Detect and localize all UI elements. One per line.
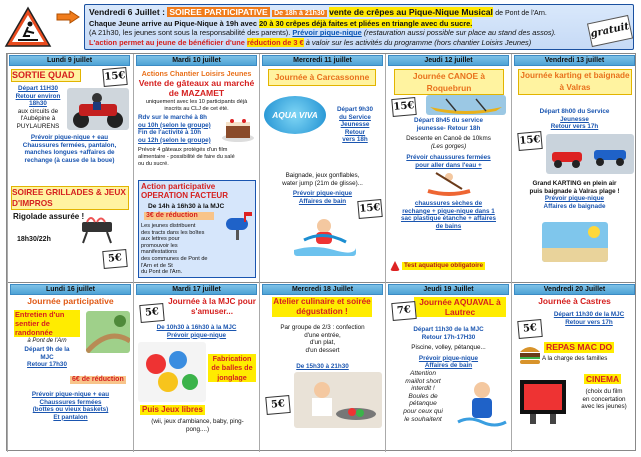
detail-line: Retour 17h-17H30 [421,333,476,341]
aqua-viva-logo-text: AQUA VIVA [272,109,318,120]
description-line: des communes de Pont de l'Arn et de St [141,255,208,269]
requirement-line: Et pantalon [53,413,88,421]
activity-description [572,388,636,411]
banner-place: de Pont de l'Arn. [495,10,547,17]
warning-line: le souhaitent [404,415,442,423]
detail-line: aux circuits de [17,107,59,115]
requirement-line: sac plastique étanche + affaires [400,215,497,223]
detail-line: Départ 9h30 [336,106,374,113]
description-line: Prévoir pique-nique [544,195,605,203]
description-line: Affaires de bain [298,197,347,205]
warning-line: pétanque [409,400,437,408]
detail-line: 18h30 [29,100,47,108]
description-line: du Pont de l'Arn. [141,269,183,276]
activity-warning [390,370,456,423]
description-line: Par groupe de 2/3 : confection [280,324,365,331]
warning-line: interdit ! [411,385,435,393]
description-line: d'un plat, [309,339,336,347]
schedule-line: MJC [40,353,54,361]
price-tag: 7€ [391,301,416,321]
schedule-line: Fin de l'activité à 10h [138,129,202,137]
schedule-line: Retour 17h30 [27,361,67,369]
roadwork-sign-icon [4,6,52,50]
detail-line: Jeunesse [560,115,589,123]
description-line: promouvoir les [141,242,178,249]
day-header: Mardi 17 juillet [136,284,257,295]
burger-icon [518,342,542,368]
banner [2,2,639,52]
detail-line: PUYLAURENS [16,122,60,130]
activity-title: Journée à la MJC pour s'amuser... [168,297,256,316]
description-line: puis baignade à Valras plage ! [529,187,620,195]
price-tag-2: 5€ [102,249,127,269]
requirement-line: chaussures sèches de [414,200,483,207]
description-line: avec les jeunes) [581,403,627,411]
activity-schedule [136,324,257,339]
requirement-line: rechange + pique-nique dans 1 [402,207,495,215]
activity-time: De 15h30 à 21h30 [296,363,349,370]
activity-title: Journée CANOE à Roquebrun [394,69,504,95]
banner-line-4 [89,38,629,47]
detail-line: Retour [344,128,366,136]
requirement-line: (bottes ou vieux baskets) [32,406,109,414]
activity-title-2: Puis Jeux libres [142,405,203,414]
banner-headline [89,7,629,19]
banner-line-3c: (restauration aussi possible sur place au stand des assos). [363,28,557,38]
gratuit-sticker: gratuit [587,15,633,47]
banner-time: De 18h à 21h30 [274,10,325,17]
column-wednesday-week2 [259,54,385,452]
activity-title: Actions Chantier Loisirs Jeunes [141,69,252,78]
price-tag: 5€ [517,319,542,339]
requirement-line: rechange (à cause de la boue) [24,156,115,164]
instruction-line: alimentaire - possibilité de faire du salé [138,153,235,160]
detail-line: Affaires de bain [424,362,473,370]
description-line: (wii, jeux d'ambiance, baby, ping- [151,418,244,425]
note-line: uniquement avec les 10 participants déjà [145,99,248,105]
detail-line: Départ 8h00 du Service [539,108,610,115]
detail-line: Piscine, volley, pétanque... [411,344,486,352]
banner-date: Vendredi 6 Juillet : [89,7,165,17]
aquatic-test-note: Test aquatique obligatoire [404,262,484,269]
price-tag: 15€ [391,97,416,117]
requirement-line: Prévoir pique-nique + eau [30,134,109,141]
column-friday-week2 [511,54,637,452]
day-header: Vendredi 13 juillet [514,55,635,66]
banner-line-4b: réduction de 3 € [246,37,304,47]
description-line: Baignade, jeux gonflables, [285,172,360,179]
activity-subtitle: A la charge des familles [542,355,608,362]
detail-line: Jeunesse [340,121,370,129]
instruction-line: ou du sucré. [138,160,169,167]
banner-line-4a: L'action permet au jeune de bénéficier d'une [89,37,245,47]
schedule-line: De 10h30 à 16h30 à la MJC [156,324,237,331]
schedule-line: Retour vers 17h [565,318,613,326]
description-line: water jump (21m de glisse)... [282,179,363,187]
banner-line-2a: Chaque Jeune arrive au Pique-Nique à 19h avec [89,19,257,28]
activity-title-2: Action participative OPERATION FACTEUR [141,182,228,201]
activity-details [388,326,509,370]
highlight-line: Entretien d'un [15,310,65,319]
activity-title-text: SORTIE QUAD [12,70,75,80]
swimmer-image [456,376,508,428]
activity-subtitle: Rigolade assurée ! [13,212,85,221]
activity-title: Journée karting et baignade à Valras [518,69,632,95]
requirement-line: de bains [435,222,462,230]
description-line: Affaires de baignade [543,202,606,210]
detail-line: Retour environ [15,92,61,100]
day-header: Jeudi 12 juillet [388,55,509,66]
description-line: des tracts dans les boîtes [141,229,205,236]
arrow-right-icon [56,10,80,24]
activity-description [262,324,383,354]
day-header: Mercredi 18 Juillet [262,284,383,295]
description-line: d'une entrée, [304,331,341,339]
banner-line-4c: à valoir sur les activités du programme (hors chantier Loisirs Jeunes) [305,37,532,47]
day-header: Mercredi 11 juillet [262,55,383,66]
activity-requirements [10,391,131,421]
activity-highlight [14,310,80,337]
activity-title: Journée participative [27,296,114,306]
price-tag: 15€ [102,67,127,87]
detail-line: Prévoir chaussures fermées [406,154,491,162]
detail-line: Descente en Canoë de 10kms [406,135,491,143]
cooking-image [294,372,382,428]
activity-time: De 14h à 16h30 à la MJC [148,203,225,210]
description-line: aux lettres pour [141,236,180,243]
banner-line-3 [89,28,629,37]
detail-line: vers 18h [342,136,368,144]
schedule-line: Départ 11h30 de la MJC [553,311,625,318]
instruction-line: Prévoir 4 gâteaux protégés d'un film [138,147,228,153]
activity-title-2-text: SOIREE GRILLADES & JEUX D'IMPROS [12,187,126,208]
requirement-line: Prévoir pique-nique + eau [31,391,110,398]
day-header: Mardi 10 juillet [136,55,257,66]
description-line: manifestations [141,249,178,256]
reduction-badge: 6€ de réduction [72,376,124,383]
detail-line: jeunesse- Retour 18h [416,124,481,132]
description-line: Grand KARTING en plein air [532,180,617,187]
description-line: d'un dessert [305,346,340,354]
detail-line: (Les gorges) [430,142,467,150]
description-line: en concertation [582,395,626,403]
requirement-line: manches longues +affaires de [24,149,115,157]
activity-title-3: CINEMA [586,374,620,384]
activity-schedule [542,311,636,326]
detail-line: du Service [339,113,371,121]
weekly-grid [6,53,636,451]
price-tag: 15€ [357,199,382,219]
schedule-line: ou 12h (selon le groupe) [138,136,211,144]
activity-title: Atelier culinaire et soirée dégustation ! [273,297,371,316]
requirement-line: Chaussures fermées [39,398,102,406]
highlight-line: randonnée [15,328,53,337]
column-thursday-week2 [385,54,511,452]
reduction-badge: 3€ de réduction [144,212,214,220]
description-line: Prévoir pique-nique [292,190,353,198]
hiking-trail-image [86,311,130,353]
note-line: inscrits au CLJ de cet été. [164,105,229,112]
detail-line: Départ 11h30 de la MJC [413,326,484,333]
price-tag: 5€ [139,303,164,323]
banner-line-2b: 20 à 30 crêpes déjà faites et pliées en triangle avec du sucre. [259,19,473,28]
requirement-line: Chaussures fermées, pantalon, [22,141,117,149]
activity-title-2: REPAS MAC DO [546,342,613,352]
warning-line: Boules de [408,392,438,400]
detail-line: pour aller dans l'eau + [415,161,482,169]
detail-line: l'Aubépine à [20,115,56,123]
column-tuesday-week2 [133,54,259,452]
cinema-image [516,374,570,426]
banner-line-3a: (A 21h30, les jeunes sont sous la responsabilité des parents). [89,28,291,38]
price-tag: 15€ [517,131,542,151]
detail-line: Retour vers 17h [550,123,599,131]
schedule-line: Rdv sur le marché à 8h [138,114,207,121]
day-header: Lundi 9 juillet [9,55,130,66]
activity-schedule [12,346,82,369]
detail-line: Départ 11H30 [18,85,58,92]
detail-line: Départ 8h45 du service [414,117,483,124]
banner-line-2 [89,19,629,28]
column-monday-week2 [7,54,133,452]
activity-place: à Pont de l'Arn [27,338,67,344]
activity-title: Journée AQUAVAL à Lautrec [414,297,506,317]
description-line: pong....) [185,425,210,433]
day-header: Vendredi 20 Juillet [514,284,635,295]
banner-line-3b: Prévoir pique-nique [292,28,362,38]
description-line: Les jeunes distribuent [141,223,196,229]
banner-sale: vente de crêpes au Pique-Nique Musical [329,7,493,17]
day-header: Lundi 16 juillet [10,284,131,295]
activity-title: Journée à Carcassonne [268,69,376,86]
schedule-line: Départ 9h de la [24,346,70,353]
activity-time: 18h30/22h [17,236,51,243]
warning-line: maillot short [405,377,441,385]
price-tag: 5€ [265,395,290,415]
juggling-balls-image [138,342,206,402]
schedule-line: ou 10h (selon le groupe) [138,121,211,129]
activity-highlight: Fabrication de balles de jonglage [208,354,256,382]
warning-line: pour ceux qui [403,407,443,415]
activity-title-b: Vente de gâteaux au marché de MAZAMET [138,78,255,98]
banner-info-box [84,4,634,50]
highlight-line: sentier de [15,319,50,328]
detail-line: Prévoir pique-nique [418,354,479,362]
activity-title: Journée à Castres [538,296,611,306]
banner-event: SOIREE PARTICIPATIVE [169,7,268,17]
schedule-line: Prévoir pique-nique [166,331,227,339]
day-header: Jeudi 19 Juillet [388,284,509,295]
activity-description [138,418,257,433]
description-line: (choix du film [585,388,623,395]
warning-line: Attention [409,370,437,377]
